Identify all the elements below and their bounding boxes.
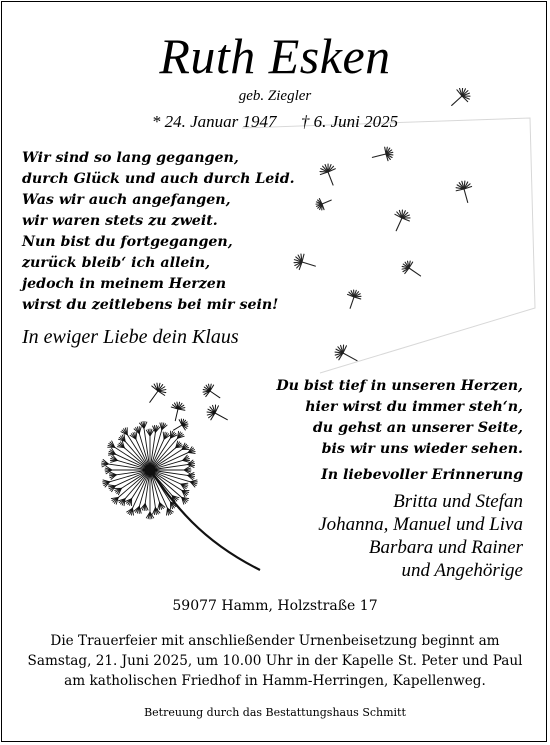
family-line: und Angehörige bbox=[401, 560, 523, 581]
poem-left bbox=[22, 148, 295, 316]
poem-right bbox=[276, 376, 523, 460]
service-details bbox=[0, 631, 550, 691]
family-line: Britta und Stefan bbox=[393, 491, 523, 512]
death-date: † 6. Juni 2025 bbox=[300, 112, 399, 131]
family-line: Barbara und Rainer bbox=[368, 537, 523, 558]
birth-name: geb. Ziegler bbox=[238, 88, 312, 104]
poem-line: zurück bleib‘ ich allein, bbox=[22, 255, 211, 271]
poem-line: Was wir auch angefangen, bbox=[22, 192, 231, 208]
poem-line: Wir sind so lang gegangen, bbox=[22, 150, 239, 166]
signature-left: In ewiger Liebe dein Klaus bbox=[22, 326, 239, 348]
dandelion-icon bbox=[80, 365, 280, 580]
poem-line: hier wirst du immer steh‘n, bbox=[305, 399, 523, 415]
service-line: Samstag, 21. Juni 2025, um 10.00 Uhr in der Kapelle St. Peter und Paul bbox=[27, 653, 523, 669]
poem-line: durch Glück und auch durch Leid. bbox=[22, 171, 295, 187]
poem-line: wir waren stets zu zweit. bbox=[22, 213, 218, 229]
poem-line: Du bist tief in unseren Herzen, bbox=[276, 378, 523, 394]
life-dates bbox=[0, 112, 550, 132]
service-line: Die Trauerfeier mit anschließender Urnenbeisetzung beginnt am bbox=[50, 633, 500, 649]
poem-line: wirst du zeitlebens bei mir sein! bbox=[22, 297, 279, 313]
birth-date: * 24. Januar 1947 bbox=[151, 112, 277, 131]
deceased-name: Ruth Esken bbox=[159, 28, 391, 84]
service-line: am katholischen Friedhof in Hamm-Herringen, Kapellenweg. bbox=[64, 673, 486, 689]
undertaker: Betreuung durch das Bestattungshaus Schmitt bbox=[144, 706, 406, 719]
family-line: Johanna, Manuel und Liva bbox=[318, 514, 523, 535]
poem-line: jedoch in meinem Herzen bbox=[22, 276, 227, 292]
address: 59077 Hamm, Holzstraße 17 bbox=[172, 598, 378, 614]
poem-line: bis wir uns wieder sehen. bbox=[321, 441, 523, 457]
family-list bbox=[318, 490, 523, 582]
poem-line: Nun bist du fortgegangen, bbox=[22, 234, 233, 250]
memory-heading: In liebevoller Erinnerung bbox=[321, 467, 523, 483]
poem-line: du gehst an unserer Seite, bbox=[312, 420, 523, 436]
